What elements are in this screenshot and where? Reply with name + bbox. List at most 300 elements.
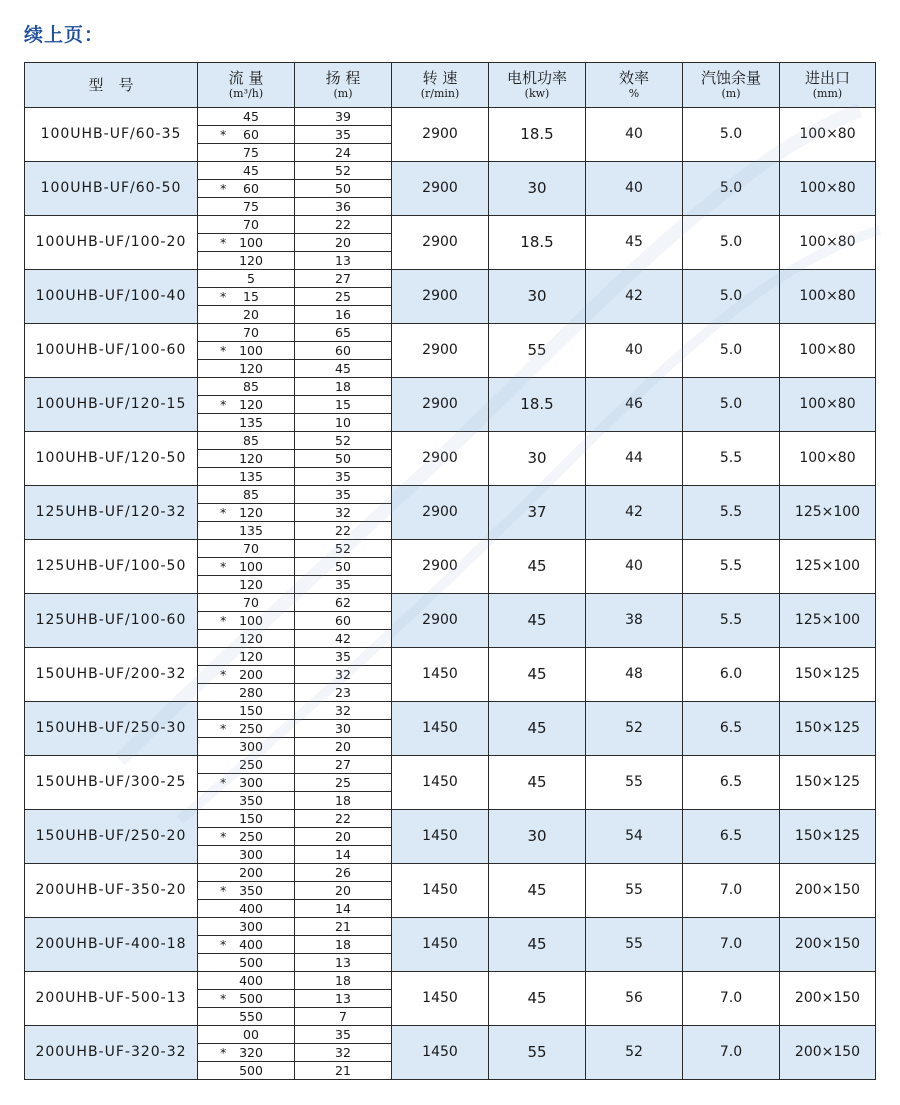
flow-value: 280 <box>239 685 263 700</box>
flow-value: 200 <box>239 865 263 880</box>
power-cell: 55 <box>489 1026 586 1080</box>
head-cell: 32 <box>295 702 392 720</box>
flow-value: 120 <box>239 577 263 592</box>
speed-cell: 1450 <box>392 756 489 810</box>
model-cell: 100UHB-UF/60-35 <box>25 108 198 162</box>
port-cell: 150×125 <box>780 702 876 756</box>
flow-value: 135 <box>239 415 263 430</box>
model-cell: 150UHB-UF/300-25 <box>25 756 198 810</box>
power-cell: 30 <box>489 432 586 486</box>
table-row <box>25 594 876 612</box>
pump-model-group <box>25 162 876 216</box>
flow-cell <box>198 1044 295 1062</box>
table-header-row <box>25 63 876 108</box>
npsh-cell: 5.5 <box>683 540 780 594</box>
model-cell: 150UHB-UF/250-30 <box>25 702 198 756</box>
flow-value: 75 <box>243 145 259 160</box>
rated-point-marker: * <box>220 613 227 628</box>
speed-cell: 1450 <box>392 918 489 972</box>
head-cell: 35 <box>295 486 392 504</box>
efficiency-cell: 55 <box>586 756 683 810</box>
head-cell: 24 <box>295 144 392 162</box>
rated-point-marker: * <box>220 289 227 304</box>
flow-cell <box>198 630 295 648</box>
flow-value: 400 <box>239 901 263 916</box>
head-cell: 21 <box>295 918 392 936</box>
power-cell: 55 <box>489 324 586 378</box>
port-cell: 100×80 <box>780 108 876 162</box>
header-flow <box>198 63 295 108</box>
model-cell: 150UHB-UF/200-32 <box>25 648 198 702</box>
pump-model-group <box>25 432 876 486</box>
flow-value: 20 <box>243 307 259 322</box>
flow-value: 75 <box>243 199 259 214</box>
efficiency-cell: 46 <box>586 378 683 432</box>
head-cell: 60 <box>295 342 392 360</box>
header-port-unit: (mm) <box>812 86 843 100</box>
table-row <box>25 1026 876 1044</box>
speed-cell: 1450 <box>392 1026 489 1080</box>
rated-point-marker: * <box>220 667 227 682</box>
efficiency-cell: 40 <box>586 108 683 162</box>
flow-cell <box>198 774 295 792</box>
flow-cell <box>198 234 295 252</box>
head-cell: 36 <box>295 198 392 216</box>
pump-model-group <box>25 216 876 270</box>
table-row <box>25 648 876 666</box>
flow-value: 250 <box>239 757 263 772</box>
port-cell: 125×100 <box>780 594 876 648</box>
flow-cell <box>198 468 295 486</box>
efficiency-cell: 40 <box>586 162 683 216</box>
flow-value: 85 <box>243 379 259 394</box>
header-head-unit: (m) <box>333 86 353 100</box>
flow-value: 300 <box>239 919 263 934</box>
head-cell: 15 <box>295 396 392 414</box>
head-cell: 50 <box>295 450 392 468</box>
npsh-cell: 7.0 <box>683 864 780 918</box>
head-cell: 35 <box>295 1026 392 1044</box>
npsh-cell: 6.0 <box>683 648 780 702</box>
npsh-cell: 5.0 <box>683 216 780 270</box>
power-cell: 37 <box>489 486 586 540</box>
power-cell: 45 <box>489 756 586 810</box>
npsh-cell: 7.0 <box>683 972 780 1026</box>
table-row <box>25 108 876 126</box>
power-cell: 45 <box>489 648 586 702</box>
flow-value: 500 <box>239 955 263 970</box>
rated-point-marker: * <box>220 991 227 1006</box>
head-cell: 35 <box>295 126 392 144</box>
flow-value: 120 <box>239 631 263 646</box>
port-cell: 150×125 <box>780 756 876 810</box>
power-cell: 45 <box>489 702 586 756</box>
pump-model-group <box>25 108 876 162</box>
flow-cell <box>198 684 295 702</box>
header-power-label: 电机功率 <box>506 68 567 87</box>
flow-cell <box>198 522 295 540</box>
model-cell: 150UHB-UF/250-20 <box>25 810 198 864</box>
flow-cell <box>198 720 295 738</box>
flow-cell <box>198 342 295 360</box>
flow-value: 85 <box>243 487 259 502</box>
head-cell: 60 <box>295 612 392 630</box>
head-cell: 32 <box>295 1044 392 1062</box>
header-speed <box>392 63 489 108</box>
flow-value: 500 <box>239 1063 263 1078</box>
head-cell: 13 <box>295 954 392 972</box>
flow-cell <box>198 918 295 936</box>
head-cell: 27 <box>295 756 392 774</box>
power-cell: 30 <box>489 162 586 216</box>
flow-cell <box>198 864 295 882</box>
flow-value: 135 <box>239 469 263 484</box>
flow-cell <box>198 126 295 144</box>
flow-value: 350 <box>239 793 263 808</box>
flow-value: 70 <box>243 217 259 232</box>
flow-value: 100 <box>239 235 263 250</box>
table-row <box>25 756 876 774</box>
flow-cell <box>198 540 295 558</box>
head-cell: 16 <box>295 306 392 324</box>
power-cell: 18.5 <box>489 216 586 270</box>
flow-cell <box>198 702 295 720</box>
speed-cell: 2900 <box>392 594 489 648</box>
flow-value: 5 <box>247 271 255 286</box>
port-cell: 150×125 <box>780 648 876 702</box>
efficiency-cell: 55 <box>586 918 683 972</box>
flow-cell <box>198 594 295 612</box>
head-cell: 18 <box>295 792 392 810</box>
table-row <box>25 918 876 936</box>
efficiency-cell: 52 <box>586 1026 683 1080</box>
flow-cell <box>198 738 295 756</box>
head-cell: 52 <box>295 432 392 450</box>
rated-point-marker: * <box>220 235 227 250</box>
head-cell: 7 <box>295 1008 392 1026</box>
speed-cell: 2900 <box>392 432 489 486</box>
flow-value: 100 <box>239 559 263 574</box>
head-cell: 39 <box>295 108 392 126</box>
head-cell: 20 <box>295 738 392 756</box>
efficiency-cell: 42 <box>586 270 683 324</box>
flow-cell <box>198 648 295 666</box>
table-row <box>25 216 876 234</box>
npsh-cell: 5.0 <box>683 270 780 324</box>
flow-cell <box>198 306 295 324</box>
pump-model-group <box>25 972 876 1026</box>
flow-value: 70 <box>243 595 259 610</box>
table-row <box>25 378 876 396</box>
flow-value: 15 <box>243 289 259 304</box>
head-cell: 20 <box>295 882 392 900</box>
pump-model-group <box>25 810 876 864</box>
head-cell: 22 <box>295 810 392 828</box>
pump-model-group <box>25 918 876 972</box>
header-model <box>25 63 198 108</box>
table-row <box>25 432 876 450</box>
power-cell: 45 <box>489 972 586 1026</box>
flow-cell <box>198 972 295 990</box>
flow-cell <box>198 792 295 810</box>
head-cell: 26 <box>295 864 392 882</box>
flow-value: 120 <box>239 397 263 412</box>
pump-model-group <box>25 864 876 918</box>
head-cell: 18 <box>295 378 392 396</box>
flow-cell <box>198 504 295 522</box>
port-cell: 150×125 <box>780 810 876 864</box>
head-cell: 52 <box>295 162 392 180</box>
pump-spec-table <box>24 62 876 1080</box>
head-cell: 22 <box>295 216 392 234</box>
flow-cell <box>198 936 295 954</box>
port-cell: 200×150 <box>780 1026 876 1080</box>
flow-value: 70 <box>243 325 259 340</box>
flow-value: 120 <box>239 361 263 376</box>
rated-point-marker: * <box>220 1045 227 1060</box>
flow-value: 120 <box>239 649 263 664</box>
flow-cell <box>198 828 295 846</box>
npsh-cell: 5.5 <box>683 432 780 486</box>
header-npsh <box>683 63 780 108</box>
rated-point-marker: * <box>220 883 227 898</box>
flow-value: 70 <box>243 541 259 556</box>
head-cell: 20 <box>295 828 392 846</box>
rated-point-marker: * <box>220 775 227 790</box>
model-cell: 100UHB-UF/100-40 <box>25 270 198 324</box>
header-power <box>489 63 586 108</box>
flow-cell <box>198 324 295 342</box>
flow-value: 250 <box>239 721 263 736</box>
speed-cell: 2900 <box>392 270 489 324</box>
head-cell: 20 <box>295 234 392 252</box>
npsh-cell: 5.0 <box>683 108 780 162</box>
power-cell: 30 <box>489 270 586 324</box>
flow-value: 400 <box>239 937 263 952</box>
speed-cell: 2900 <box>392 108 489 162</box>
npsh-cell: 5.0 <box>683 324 780 378</box>
rated-point-marker: * <box>220 829 227 844</box>
table-row <box>25 324 876 342</box>
flow-value: 60 <box>243 181 259 196</box>
rated-point-marker: * <box>220 559 227 574</box>
port-cell: 200×150 <box>780 972 876 1026</box>
flow-cell <box>198 450 295 468</box>
flow-cell <box>198 288 295 306</box>
port-cell: 100×80 <box>780 378 876 432</box>
efficiency-cell: 48 <box>586 648 683 702</box>
table-row <box>25 486 876 504</box>
speed-cell: 1450 <box>392 648 489 702</box>
flow-value: 300 <box>239 775 263 790</box>
efficiency-cell: 38 <box>586 594 683 648</box>
flow-cell <box>198 252 295 270</box>
table-row <box>25 540 876 558</box>
header-efficiency <box>586 63 683 108</box>
flow-value: 120 <box>239 253 263 268</box>
speed-cell: 2900 <box>392 486 489 540</box>
speed-cell: 1450 <box>392 810 489 864</box>
model-cell: 200UHB-UF-400-18 <box>25 918 198 972</box>
power-cell: 30 <box>489 810 586 864</box>
npsh-cell: 5.5 <box>683 594 780 648</box>
efficiency-cell: 45 <box>586 216 683 270</box>
model-cell: 200UHB-UF-320-32 <box>25 1026 198 1080</box>
port-cell: 200×150 <box>780 864 876 918</box>
pump-model-group <box>25 324 876 378</box>
header-npsh-unit: (m) <box>721 86 741 100</box>
pump-model-group <box>25 702 876 756</box>
npsh-cell: 6.5 <box>683 702 780 756</box>
flow-cell <box>198 612 295 630</box>
flow-cell <box>198 270 295 288</box>
flow-cell <box>198 1008 295 1026</box>
port-cell: 125×100 <box>780 540 876 594</box>
power-cell: 45 <box>489 594 586 648</box>
flow-value: 120 <box>239 505 263 520</box>
flow-cell <box>198 1062 295 1080</box>
head-cell: 13 <box>295 990 392 1008</box>
head-cell: 27 <box>295 270 392 288</box>
port-cell: 100×80 <box>780 324 876 378</box>
header-speed-label: 转 速 <box>422 68 458 87</box>
speed-cell: 2900 <box>392 324 489 378</box>
model-cell: 100UHB-UF/60-50 <box>25 162 198 216</box>
flow-value: 135 <box>239 523 263 538</box>
head-cell: 25 <box>295 774 392 792</box>
head-cell: 22 <box>295 522 392 540</box>
flow-cell <box>198 954 295 972</box>
header-model-label: 型 号 <box>88 75 134 94</box>
power-cell: 45 <box>489 540 586 594</box>
power-cell: 45 <box>489 918 586 972</box>
head-cell: 35 <box>295 576 392 594</box>
table-row <box>25 162 876 180</box>
head-cell: 52 <box>295 540 392 558</box>
head-cell: 32 <box>295 666 392 684</box>
pump-model-group <box>25 270 876 324</box>
table-row <box>25 864 876 882</box>
table-row <box>25 702 876 720</box>
flow-value: 45 <box>243 109 259 124</box>
rated-point-marker: * <box>220 181 227 196</box>
flow-value: 300 <box>239 739 263 754</box>
head-cell: 25 <box>295 288 392 306</box>
rated-point-marker: * <box>220 937 227 952</box>
table-row <box>25 810 876 828</box>
flow-cell <box>198 882 295 900</box>
flow-cell <box>198 900 295 918</box>
flow-cell <box>198 810 295 828</box>
efficiency-cell: 54 <box>586 810 683 864</box>
head-cell: 50 <box>295 558 392 576</box>
head-cell: 14 <box>295 846 392 864</box>
flow-value: 100 <box>239 613 263 628</box>
flow-value: 45 <box>243 163 259 178</box>
rated-point-marker: * <box>220 343 227 358</box>
head-cell: 18 <box>295 972 392 990</box>
flow-cell <box>198 414 295 432</box>
efficiency-cell: 52 <box>586 702 683 756</box>
head-cell: 35 <box>295 468 392 486</box>
model-cell: 125UHB-UF/100-60 <box>25 594 198 648</box>
flow-value: 00 <box>243 1027 259 1042</box>
pump-model-group <box>25 594 876 648</box>
flow-value: 350 <box>239 883 263 898</box>
flow-value: 120 <box>239 451 263 466</box>
speed-cell: 1450 <box>392 864 489 918</box>
rated-point-marker: * <box>220 397 227 412</box>
model-cell: 200UHB-UF-350-20 <box>25 864 198 918</box>
flow-value: 100 <box>239 343 263 358</box>
flow-value: 500 <box>239 991 263 1006</box>
flow-cell <box>198 378 295 396</box>
port-cell: 125×100 <box>780 486 876 540</box>
pump-model-group <box>25 648 876 702</box>
model-cell: 100UHB-UF/120-50 <box>25 432 198 486</box>
flow-cell <box>198 198 295 216</box>
power-cell: 18.5 <box>489 108 586 162</box>
flow-cell <box>198 108 295 126</box>
flow-cell <box>198 144 295 162</box>
model-cell: 100UHB-UF/120-15 <box>25 378 198 432</box>
flow-cell <box>198 180 295 198</box>
page-heading: 续上页： <box>24 24 105 46</box>
model-cell: 125UHB-UF/100-50 <box>25 540 198 594</box>
port-cell: 100×80 <box>780 162 876 216</box>
head-cell: 18 <box>295 936 392 954</box>
power-cell: 18.5 <box>489 378 586 432</box>
flow-cell <box>198 432 295 450</box>
npsh-cell: 5.0 <box>683 162 780 216</box>
npsh-cell: 6.5 <box>683 756 780 810</box>
pump-model-group <box>25 540 876 594</box>
flow-value: 150 <box>239 703 263 718</box>
model-cell: 100UHB-UF/100-20 <box>25 216 198 270</box>
flow-value: 200 <box>239 667 263 682</box>
rated-point-marker: * <box>220 127 227 142</box>
header-power-unit: (kw) <box>524 86 550 100</box>
pump-model-group <box>25 756 876 810</box>
flow-cell <box>198 486 295 504</box>
head-cell: 14 <box>295 900 392 918</box>
flow-cell <box>198 576 295 594</box>
head-cell: 23 <box>295 684 392 702</box>
npsh-cell: 5.0 <box>683 378 780 432</box>
head-cell: 21 <box>295 1062 392 1080</box>
table-row <box>25 270 876 288</box>
flow-cell <box>198 846 295 864</box>
npsh-cell: 6.5 <box>683 810 780 864</box>
flow-cell <box>198 162 295 180</box>
flow-value: 60 <box>243 127 259 142</box>
npsh-cell: 5.5 <box>683 486 780 540</box>
speed-cell: 2900 <box>392 216 489 270</box>
model-cell: 125UHB-UF/120-32 <box>25 486 198 540</box>
flow-value: 250 <box>239 829 263 844</box>
header-head <box>295 63 392 108</box>
efficiency-cell: 40 <box>586 324 683 378</box>
flow-value: 400 <box>239 973 263 988</box>
flow-cell <box>198 666 295 684</box>
pump-model-group <box>25 486 876 540</box>
head-cell: 13 <box>295 252 392 270</box>
head-cell: 10 <box>295 414 392 432</box>
pump-model-group <box>25 378 876 432</box>
flow-cell <box>198 558 295 576</box>
header-head-label: 扬 程 <box>325 68 361 87</box>
header-port <box>780 63 876 108</box>
